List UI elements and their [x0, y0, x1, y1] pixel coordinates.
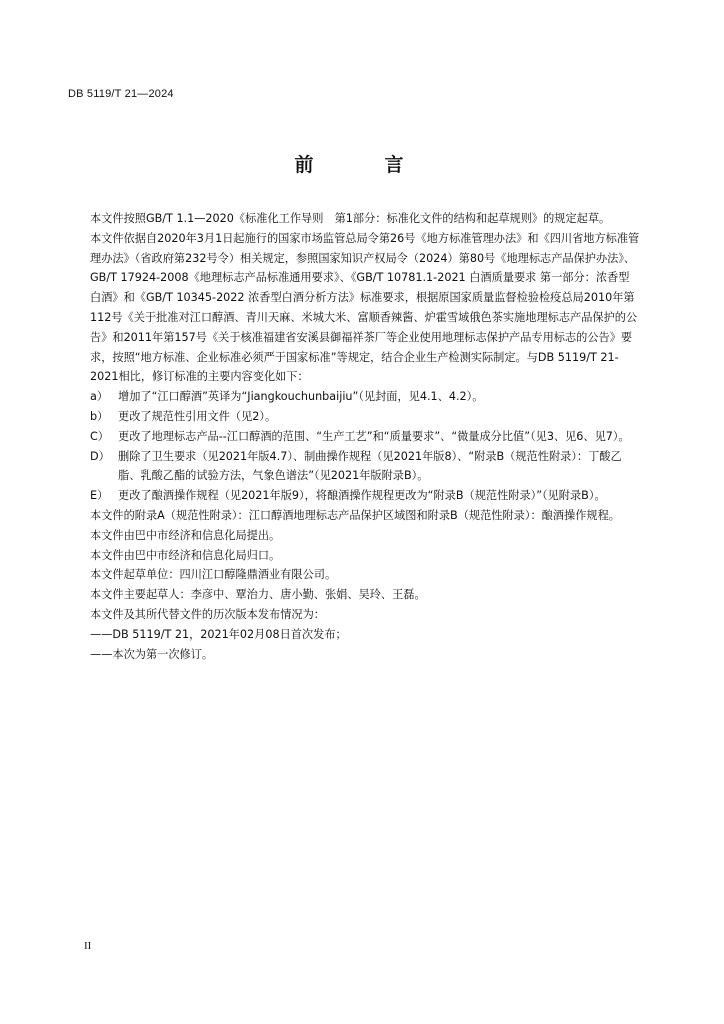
paragraph-history-current: ——本次为第一次修订。 [90, 647, 214, 661]
list-marker: b） [90, 409, 109, 423]
document-code: DB 5119/T 21—2024 [68, 88, 174, 100]
page-title: 前 言 [294, 154, 430, 176]
paragraph-history-first: ——DB 5119/T 21，2021年02月08日首次发布； [90, 627, 347, 641]
paragraph-proposed-by: 本文件由巴中市经济和信息化局提出。 [90, 528, 281, 542]
paragraph-managed-by: 本文件由巴中市经济和信息化局归口。 [90, 548, 281, 562]
change-item-d [90, 447, 640, 487]
list-marker: E） [90, 489, 109, 503]
paragraph-appendix: 本文件的附录A（规范性附录）：江口醇酒地理标志产品保护区域图和附录B（规范性附录）：酿酒操作规程。 [90, 508, 620, 522]
paragraph-drafting-basis: 本文件按照GB/T 1.1—2020《标准化工作导则 第1部分：标准化文件的结构和起草规则》的规定起草。 [90, 212, 611, 225]
paragraph-legal-basis: 本文件依据自2020年3月1日起施行的国家市场监管总局令第26号《地方标准管理办法》和《四川省地方标准管理办法》（省政府第232号令）相关规定，参照国家知识产权局令（2024）第80号《地理标志产品保护办法》、GB/T 17924-2008《地理标志产品标准通用要求》、《GB/T 10781.1-2021 白酒质量要求 第一部分：浓香型白酒》和《GB/T 10345-2022 浓香型白酒分析方法》标准要求，根据原国家质量监督检验检疫总局2010年第112号《关于批准对江口醇酒、青川天麻、米城大米、富顺香辣酱、炉霍雪域俄色茶实施地理标志产品保护的公告》和2011年第157号《关于核准福建省安溪县御福祥茶厂等企业使用地理标志保护产品专用标志的公告》要求，按照“地方标准、企业标准必须严于国家标准”等规定，结合企业生产检测实际制定。与DB 5119/T 21-2021相比，修订标准的主要内容变化如下： [90, 231, 640, 384]
paragraph-drafting-unit: 本文件起草单位：四川江口醇隆鼎酒业有限公司。 [90, 568, 337, 582]
change-item-b [90, 407, 640, 427]
list-item-text: 增加了“江口醇酒”英译为“Jiangkouchunbaijiu”（见封面，见4.1、4.2）。 [118, 390, 484, 404]
list-item-text: 更改了地理标志产品--江口醇酒的范围、“生产工艺”和“质量要求”、“微量成分比值”（见3、见6、见7）。 [118, 429, 630, 443]
list-item-text: 删除了卫生要求（见2021年版4.7）、制曲操作规程（见2021年版8）、“附录B（规范性附录）：丁酸乙脂、乳酸乙酯的试验方法，气象色谱法”（见2021年版附录B）。 [118, 449, 622, 483]
list-marker: D） [90, 449, 110, 463]
list-item-text: 更改了规范性引用文件（见2）。 [118, 409, 277, 423]
change-item-c [90, 427, 640, 447]
paragraph-drafters: 本文件主要起草人：李彦中、覃治力、唐小勤、张娟、吴玲、王磊。 [90, 588, 426, 602]
page-number: II [84, 940, 92, 952]
foreword-body [90, 209, 640, 664]
list-marker: C） [90, 429, 109, 443]
list-item-text: 更改了酿酒操作规程（见2021年版9），将酿酒操作规程更改为“附录B（规范性附录）”（见附录B）。 [118, 489, 606, 503]
list-marker: a） [90, 390, 109, 404]
change-item-e [90, 486, 640, 506]
change-item-a [90, 387, 640, 407]
paragraph-history-intro: 本文件及其所代替文件的历次版本发布情况为： [90, 607, 325, 621]
